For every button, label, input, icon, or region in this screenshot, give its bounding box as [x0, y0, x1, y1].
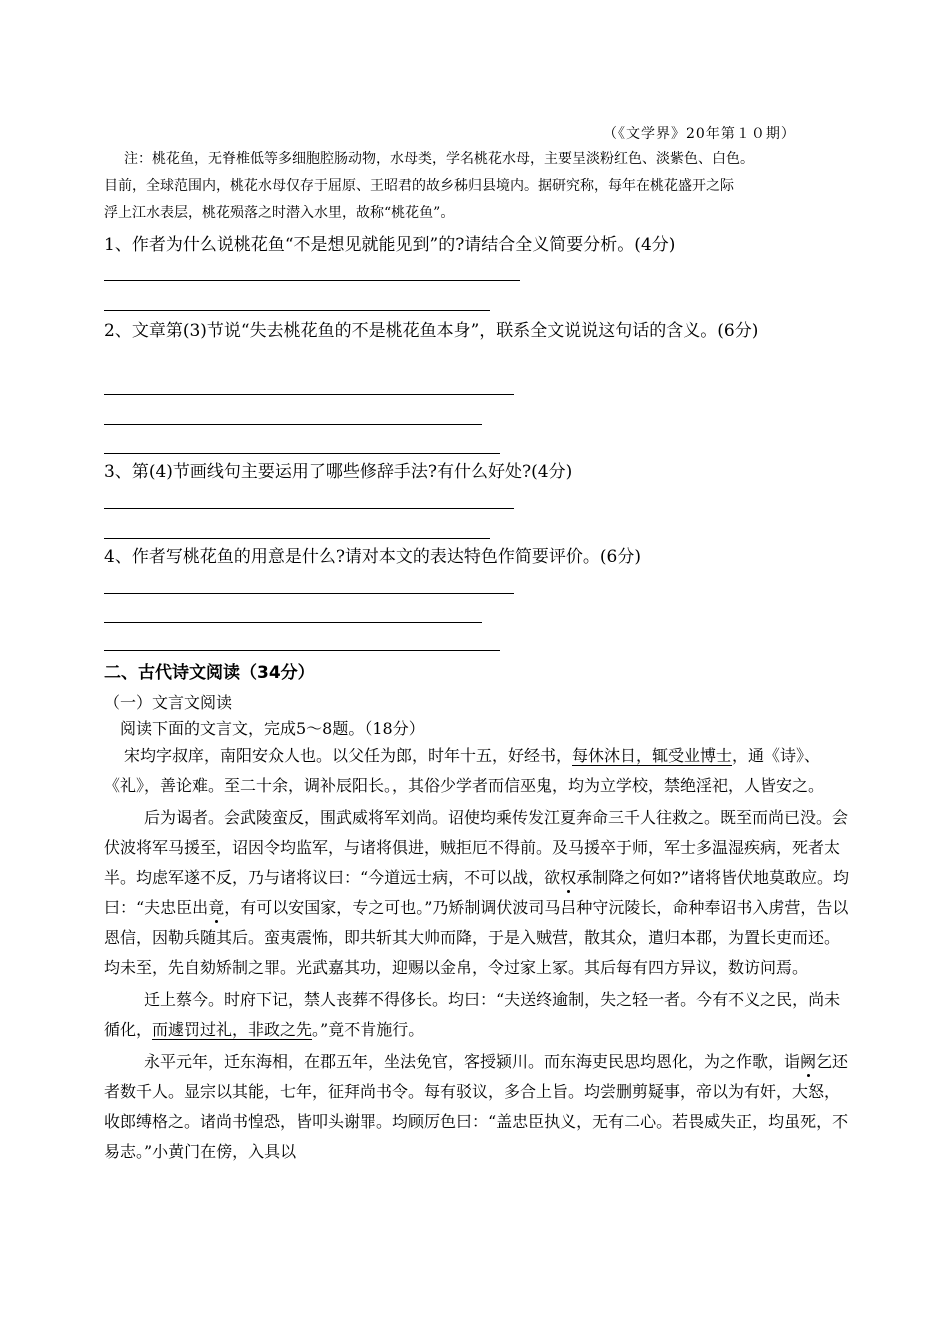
question-3: 3、第(4)节画线句主要运用了哪些修辞手法?有什么好处?(4分)	[104, 462, 573, 482]
emphasis-dot-char: 权	[560, 868, 577, 887]
passage-text: 后为谒者。会武陵蛮反，围武威将军刘尚。诏使均乘传发江夏奔命三千人往救之。既至而尚已没。会伏波将军马援至，诏因令均监军，与诸将俱进，贼拒厄不得前。及马援卒于师，军士多温湿疾病，死者太半。均虑军遂不反，乃与诸将议曰：“今道远士病，不可以战，欲	[104, 808, 849, 887]
passage-text: ，有可以安国家，专之可也。”乃矫制调伏波司马吕种守沅陵长，命种奉诏书入虏营，告以恩信，因勒兵随其后。蛮夷震怖，即共斩其大帅而降，于是入贼营，散其众，遣归本郡，为置长吏而还。均未至，先自劾矫制之罪。光武嘉其功，迎赐以金帛，令过家上冢。其后每有四方异议，数访问焉。	[104, 898, 849, 977]
classical-passage	[104, 741, 849, 1169]
question-4: 4、作者写桃花鱼的用意是什么?请对本文的表达特色作简要评价。(6分)	[104, 547, 642, 567]
question-2: 2、文章第(3)节说“失去桃花鱼的不是桃花鱼本身”，联系全文说说这句话的含义。(6分)	[104, 321, 759, 341]
passage-text: 。”竟不肯施行。	[312, 1020, 425, 1039]
answer-line[interactable]	[104, 538, 490, 539]
underlined-sentence: 而遽罚过礼，非政之先	[152, 1020, 313, 1039]
answer-line[interactable]	[104, 650, 500, 651]
passage-text: 宋均字叔庠，南阳安众人也。以父任为郎，时年十五，好经书，	[124, 746, 573, 765]
passage-paragraph-4	[104, 1047, 849, 1167]
answer-line[interactable]	[104, 508, 514, 509]
answer-line[interactable]	[104, 280, 520, 281]
emphasis-dot-char: 阙	[800, 1052, 817, 1071]
passage-text: 乞还者数千人。显宗以其能，七年，征拜尚书令。每有驳议，多合上旨。均尝删剪疑事，帝以为有奸，大怒，收郎缚格之。诸尚书惶恐，皆叩头谢罪。均顾厉色曰：“盖忠臣执义，无有二心。若畏威失正，均虽死，不易志。”小黄门在傍，入具以	[104, 1052, 849, 1161]
passage-text: 承制降之何如?”诸将皆伏地莫敢应。均曰：“夫忠臣出	[104, 868, 849, 917]
footnote-line-2: 目前，全球范围内，桃花水母仅存于屈原、王昭君的故乡秭归县境内。据研究称，每年在桃花盛开之际	[104, 178, 734, 194]
underlined-sentence: 每休沐日，辄受业博士	[572, 746, 733, 765]
passage-paragraph-2	[104, 803, 849, 983]
passage-paragraph-1	[104, 741, 849, 801]
question-1: 1、作者为什么说桃花鱼“不是想见就能见到”的?请结合全义简要分析。(4分)	[104, 235, 676, 255]
answer-line[interactable]	[104, 593, 514, 594]
footnote-line-1: 注：桃花鱼，无脊椎低等多细胞腔肠动物，水母类，学名桃花水母，主要呈淡粉红色、淡紫色、白色。	[124, 151, 754, 167]
answer-line[interactable]	[104, 453, 500, 454]
emphasis-dot-char: 竟	[208, 898, 225, 917]
answer-line[interactable]	[104, 394, 514, 395]
section-subtitle: （一）文言文阅读	[104, 693, 233, 712]
passage-paragraph-3	[104, 985, 849, 1045]
passage-text: 永平元年，迁东海相，在郡五年，坐法免官，客授颍川。而东海吏民思均恩化，为之作歌，诣	[144, 1052, 801, 1071]
answer-line[interactable]	[104, 310, 490, 311]
passage-text: ，通《诗》、《礼》，善论难。至二十余，调补辰阳长。，其俗少学者而信巫鬼，均为立学校，禁绝淫祀，人皆安之。	[104, 746, 825, 795]
section-intro: 阅读下面的文言文，完成5～8题。（18分）	[120, 719, 425, 738]
footnote-line-3: 浮上江水表层，桃花殒落之时潜入水里，故称“桃花鱼”。	[104, 205, 455, 221]
answer-line[interactable]	[104, 424, 482, 425]
footnote	[104, 146, 874, 227]
section-title: 二、古代诗文阅读（34分）	[104, 663, 315, 683]
passage-text: 迁上蔡今。时府下记，禁人丧葬不得侈长。均曰：“夫送终逾制，失之轻一者。今有不义之民，尚未循化，	[104, 990, 841, 1039]
answer-line[interactable]	[104, 622, 482, 623]
source-citation: （《文学界》20年第１０期）	[603, 126, 796, 142]
